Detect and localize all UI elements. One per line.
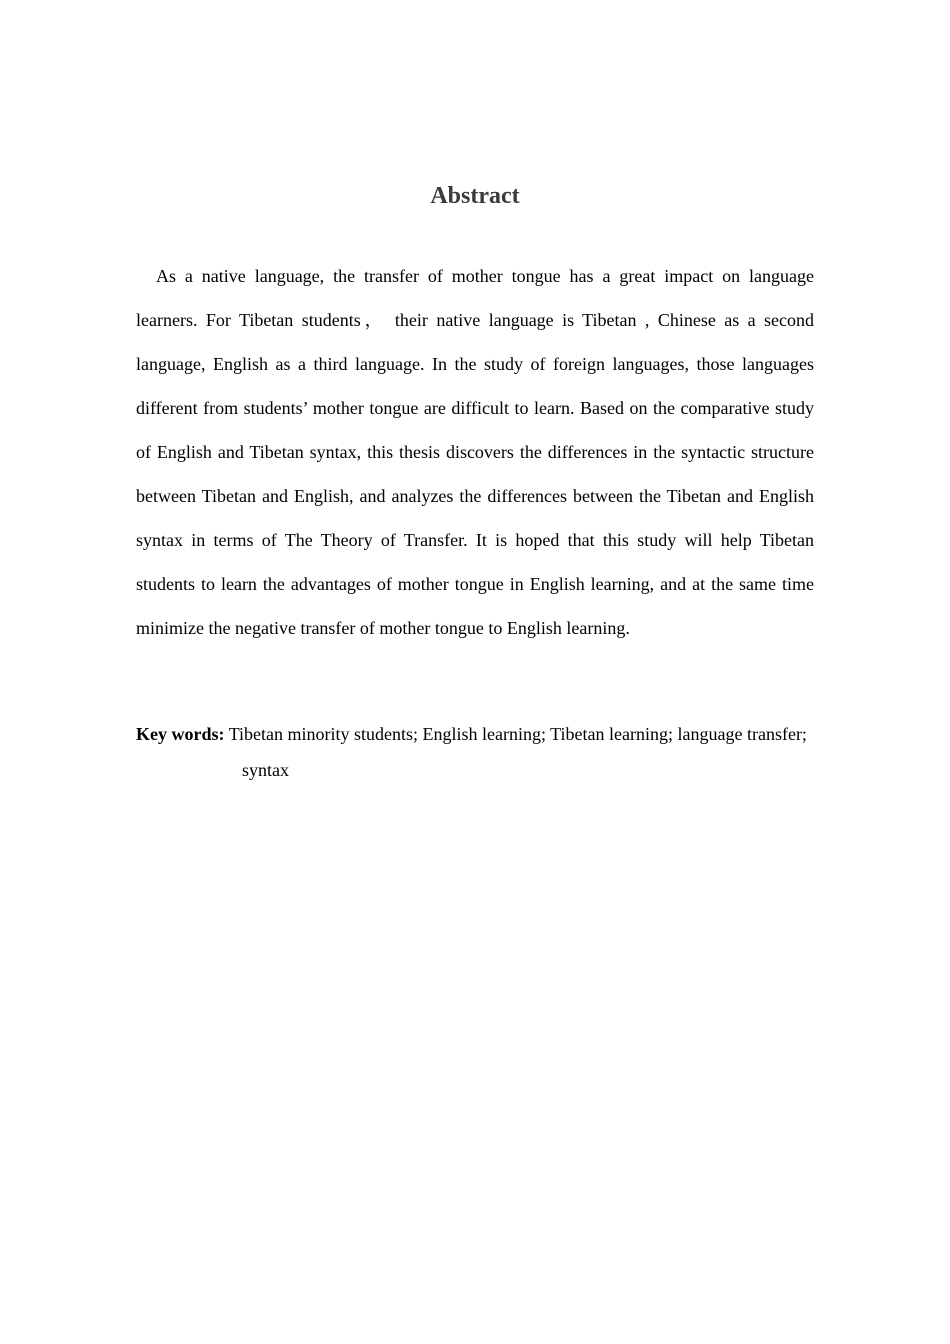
abstract-paragraph: As a native language, the transfer of mother tongue has a great impact on language learners. For Tibetan students， their native language is Tibetan , Chinese as a second language, English as a third language. In the study of foreign languages, those languages different from students’ mother tongue are difficult to learn. Based on the comparative study of English and Tibetan syntax, this thesis discovers the differences in the syntactic structure between Tibetan and English, and analyzes the differences between the Tibetan and English syntax in terms of The Theory of Transfer. It is hoped that this study will help Tibetan students to learn the advantages of mother tongue in English learning, and at the same time minimize the negative transfer of mother tongue to English learning. [136,266,814,638]
abstract-title: Abstract [430,183,520,209]
keywords-line [136,716,814,788]
keywords-label: Key words: [136,724,225,744]
keywords-text: Tibetan minority students; English learning; Tibetan learning; language transfer; syntax [228,724,807,780]
